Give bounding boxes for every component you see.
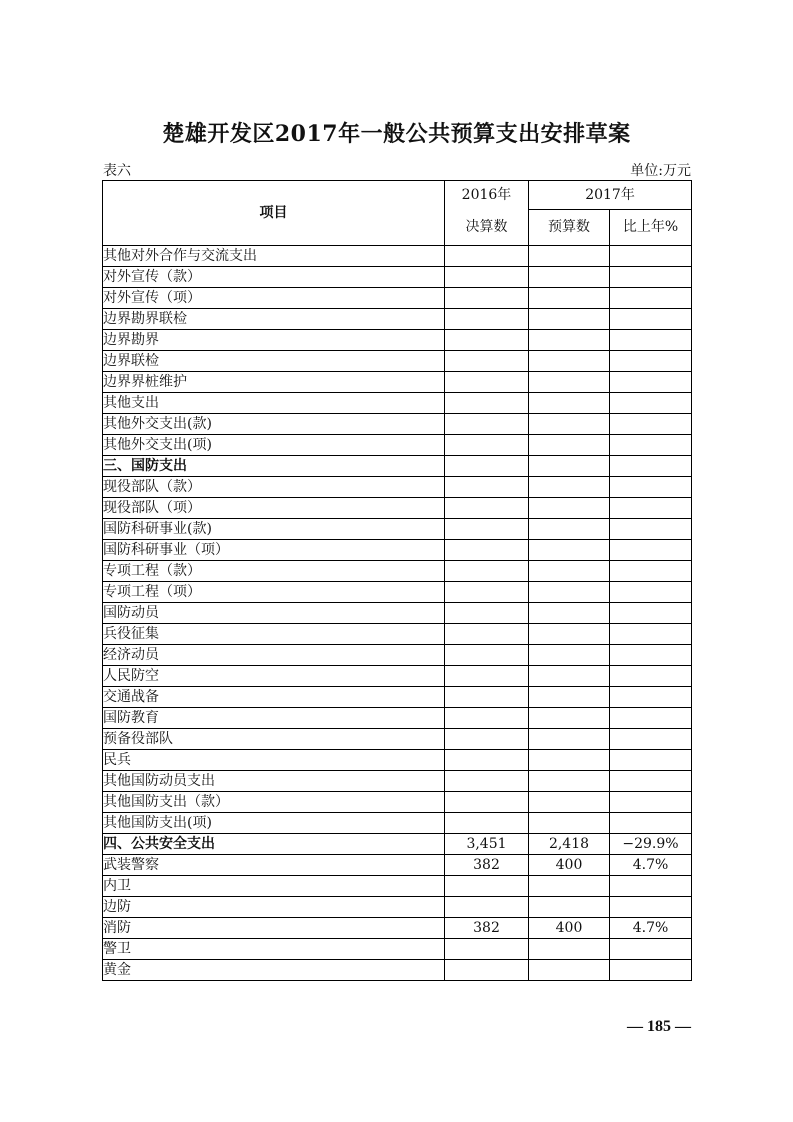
table-row [103,330,692,351]
row-2017-budget [529,750,610,771]
table-row [103,876,692,897]
table-row [103,456,692,477]
row-name: 国防科研事业(款) [103,519,445,540]
row-2016-actual [445,414,529,435]
row-name: 四、公共安全支出 [103,834,445,855]
row-name: 三、国防支出 [103,456,445,477]
header-2016: 2016年 [445,181,529,210]
row-name: 国防动员 [103,603,445,624]
unit-label: 单位:万元 [630,163,691,179]
header-2017-budget: 预算数 [529,210,610,246]
table-row [103,813,692,834]
row-2016-actual [445,288,529,309]
row-2016-actual [445,792,529,813]
row-name: 其他外交支出(项) [103,435,445,456]
header-2017: 2017年 [529,181,692,210]
row-yoy [610,372,692,393]
row-name: 消防 [103,918,445,939]
row-yoy [610,561,692,582]
row-2017-budget: 2,418 [529,834,610,855]
row-2017-budget [529,540,610,561]
row-2016-actual [445,372,529,393]
table-row [103,435,692,456]
row-2017-budget [529,960,610,981]
table-row [103,708,692,729]
table-row [103,372,692,393]
row-name: 交通战备 [103,687,445,708]
row-2017-budget [529,414,610,435]
row-yoy [610,414,692,435]
table-row [103,750,692,771]
row-yoy [610,645,692,666]
row-2017-budget [529,771,610,792]
table-row [103,246,692,267]
row-2016-actual [445,645,529,666]
row-name: 经济动员 [103,645,445,666]
row-name: 内卫 [103,876,445,897]
row-yoy [610,771,692,792]
header-2016-actual: 决算数 [445,210,529,246]
row-name: 边界勘界联检 [103,309,445,330]
header-item: 项目 [103,181,445,246]
row-name: 边界联检 [103,351,445,372]
table-row [103,309,692,330]
row-2016-actual [445,876,529,897]
row-name: 其他对外合作与交流支出 [103,246,445,267]
table-body [103,246,692,981]
row-name: 专项工程（项） [103,582,445,603]
row-name: 现役部队（款） [103,477,445,498]
table-row [103,561,692,582]
row-name: 现役部队（项） [103,498,445,519]
row-2017-budget [529,603,610,624]
row-yoy [610,498,692,519]
page-number: — 185 — [627,1018,691,1035]
row-2016-actual [445,603,529,624]
row-name: 其他国防动员支出 [103,771,445,792]
row-2017-budget: 400 [529,855,610,876]
row-2016-actual [445,624,529,645]
row-2017-budget [529,666,610,687]
table-row [103,960,692,981]
row-name: 边防 [103,897,445,918]
row-yoy: −29.9% [610,834,692,855]
row-2017-budget [529,897,610,918]
table-row [103,729,692,750]
row-2016-actual [445,540,529,561]
row-yoy [610,750,692,771]
row-yoy [610,393,692,414]
row-2017-budget [529,267,610,288]
row-2016-actual [445,246,529,267]
row-name: 人民防空 [103,666,445,687]
row-yoy [610,603,692,624]
row-yoy [610,666,692,687]
row-yoy [610,729,692,750]
row-2017-budget [529,729,610,750]
table-row [103,603,692,624]
row-yoy: 4.7% [610,918,692,939]
table-row [103,540,692,561]
table-row [103,519,692,540]
table-row [103,918,692,939]
row-2016-actual [445,435,529,456]
row-yoy [610,582,692,603]
row-2016-actual [445,813,529,834]
row-yoy [610,267,692,288]
row-2017-budget [529,813,610,834]
row-2016-actual [445,351,529,372]
row-2016-actual [445,771,529,792]
row-name: 国防教育 [103,708,445,729]
row-2016-actual [445,897,529,918]
row-2017-budget [529,582,610,603]
row-2017-budget [529,624,610,645]
row-2017-budget [529,435,610,456]
table-label: 表六 [103,163,131,179]
table-row [103,498,692,519]
row-name: 对外宣传（款） [103,267,445,288]
row-2016-actual [445,519,529,540]
row-name: 边界界桩维护 [103,372,445,393]
row-2017-budget [529,645,610,666]
row-2016-actual [445,330,529,351]
table-row [103,834,692,855]
table-row [103,267,692,288]
table-row [103,645,692,666]
budget-table [102,180,692,981]
row-2016-actual [445,687,529,708]
row-name: 对外宣传（项） [103,288,445,309]
table-row [103,624,692,645]
row-2016-actual [445,750,529,771]
row-2017-budget [529,288,610,309]
row-2017-budget [529,792,610,813]
row-name: 国防科研事业（项） [103,540,445,561]
row-2017-budget [529,330,610,351]
row-2016-actual [445,309,529,330]
row-name: 武装警察 [103,855,445,876]
row-2016-actual [445,708,529,729]
row-name: 黄金 [103,960,445,981]
table-row [103,897,692,918]
row-yoy [610,540,692,561]
row-yoy [610,246,692,267]
row-yoy [610,708,692,729]
row-yoy [610,309,692,330]
row-2017-budget [529,246,610,267]
row-2017-budget [529,498,610,519]
table-row [103,666,692,687]
row-yoy [610,288,692,309]
table-row [103,351,692,372]
row-name: 警卫 [103,939,445,960]
row-yoy [610,960,692,981]
row-2017-budget [529,393,610,414]
row-yoy [610,876,692,897]
row-2017-budget [529,519,610,540]
row-2016-actual: 382 [445,855,529,876]
row-yoy [610,351,692,372]
row-yoy [610,813,692,834]
row-name: 民兵 [103,750,445,771]
table-row [103,855,692,876]
row-2016-actual: 382 [445,918,529,939]
table-row [103,582,692,603]
row-2016-actual [445,498,529,519]
table-row [103,288,692,309]
row-yoy [610,792,692,813]
row-2016-actual: 3,451 [445,834,529,855]
row-name: 其他支出 [103,393,445,414]
row-name: 兵役征集 [103,624,445,645]
row-name: 其他外交支出(款) [103,414,445,435]
table-row [103,393,692,414]
row-yoy [610,939,692,960]
row-2016-actual [445,939,529,960]
row-yoy [610,687,692,708]
row-2017-budget [529,351,610,372]
row-2017-budget [529,876,610,897]
row-yoy [610,330,692,351]
row-2016-actual [445,960,529,981]
row-yoy [610,435,692,456]
row-name: 其他国防支出（款） [103,792,445,813]
table-row [103,771,692,792]
row-yoy [610,456,692,477]
row-name: 专项工程（款） [103,561,445,582]
row-2016-actual [445,666,529,687]
row-2017-budget: 400 [529,918,610,939]
row-2016-actual [445,729,529,750]
row-2016-actual [445,477,529,498]
row-yoy: 4.7% [610,855,692,876]
row-2016-actual [445,561,529,582]
row-2017-budget [529,309,610,330]
row-2016-actual [445,582,529,603]
row-2017-budget [529,477,610,498]
row-yoy [610,477,692,498]
table-row [103,687,692,708]
row-yoy [610,519,692,540]
table-header [103,181,692,246]
row-name: 预备役部队 [103,729,445,750]
row-2017-budget [529,939,610,960]
row-2016-actual [445,267,529,288]
table-row [103,414,692,435]
row-2016-actual [445,456,529,477]
row-2017-budget [529,456,610,477]
row-name: 边界勘界 [103,330,445,351]
row-name: 其他国防支出(项) [103,813,445,834]
table-row [103,792,692,813]
document-title: 楚雄开发区2017年一般公共预算支出安排草案 [162,121,631,147]
header-yoy: 比上年% [610,210,692,246]
row-yoy [610,624,692,645]
row-2017-budget [529,372,610,393]
row-2016-actual [445,393,529,414]
table-row [103,939,692,960]
row-yoy [610,897,692,918]
table-row [103,477,692,498]
row-2017-budget [529,561,610,582]
row-2017-budget [529,687,610,708]
row-2017-budget [529,708,610,729]
